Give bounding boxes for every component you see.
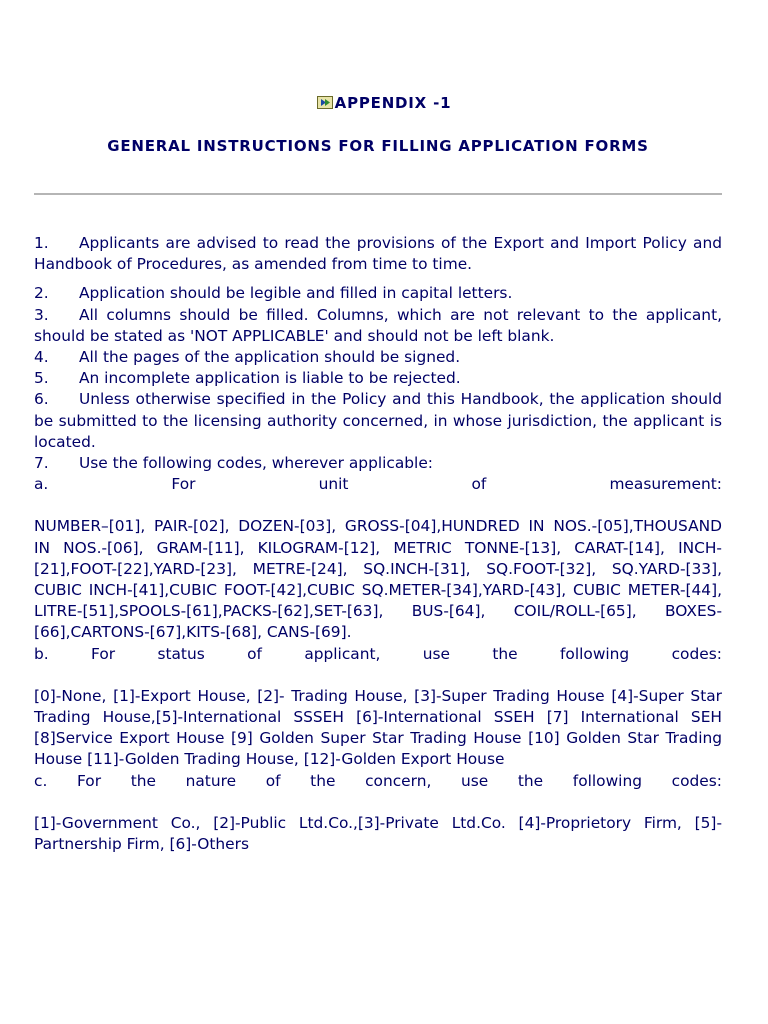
instruction-item-5: 5. An incomplete application is liable to be rejected. (34, 369, 461, 388)
unit-measurement-codes: NUMBER–[01], PAIR-[02], DOZEN-[03], GROSS-[04],HUNDRED IN NOS.-[05],THOUSAND IN NOS.-[06], GRAM-[11], KILOGRAM-[12], METRIC TONNE-[13], CARAT-[14], INCH-[21],FOOT-[22],YARD-[23], METRE-[24], SQ.INCH-[31], SQ.FOOT-[32], SQ.YARD-[33], CUBIC INCH-[41],CUBIC FOOT-[42],CUBIC SQ.METER-[34],YARD-[43], CUBIC METER-[44], LITRE-[51],SPOOLS-[61],PACKS-[62],SET-[63], BUS-[64], COIL/ROLL-[65], BOXES-[66],CARTONS-[67],KITS-[68], CANS-[69]. (34, 517, 722, 642)
concern-nature-codes: [1]-Government Co., [2]-Public Ltd.Co.,[3]-Private Ltd.Co. [4]-Proprietory Firm, [5]-Partnership Firm, [6]-Others (34, 813, 722, 854)
applicant-status-codes: [0]-None, [1]-Export House, [2]- Trading House, [3]-Super Trading House [4]-Super Star Trading House,[5]-International SSSEH [6]-International SSEH [7] International SEH [8]Service Export House [9] Golden Super Star Trading House [10] Golden Star Trading House [11]-Golden Trading House, [12]-Golden Export House (34, 686, 722, 769)
instruction-item-2: 2. Application should be legible and filled in capital letters. (34, 284, 513, 303)
instruction-item-1: 1. Applicants are advised to read the provisions of the Export and Import Policy and Handbook of Procedures, as amended from time to time. (34, 234, 722, 274)
instruction-item-4: 4. All the pages of the application should be signed. (34, 348, 461, 367)
instruction-item-7: 7. Use the following codes, wherever applicable: (34, 454, 433, 473)
instruction-item-6: 6. Unless otherwise specified in the Policy and this Handbook, the application should be submitted to the licensing authority concerned, in whose jurisdiction, the applicant is located. (34, 390, 722, 451)
arrow-bullet-icon (317, 96, 333, 109)
document-subtitle: GENERAL INSTRUCTIONS FOR FILLING APPLICATION FORMS (107, 137, 649, 155)
instruction-item-3: 3. All columns should be filled. Columns, which are not relevant to the applicant, should be stated as 'NOT APPLICABLE' and should not be left blank. (34, 305, 722, 345)
appendix-title-text: APPENDIX -1 (334, 94, 452, 112)
applicant-status-heading: b. For status of applicant, use the following codes: (34, 644, 722, 663)
unit-measurement-heading: a. For unit of measurement: (34, 475, 722, 494)
appendix-title (0, 94, 768, 112)
instructions-body (34, 233, 722, 855)
concern-nature-heading: c. For the nature of the concern, use the following codes: (34, 771, 722, 790)
horizontal-divider (34, 193, 722, 195)
